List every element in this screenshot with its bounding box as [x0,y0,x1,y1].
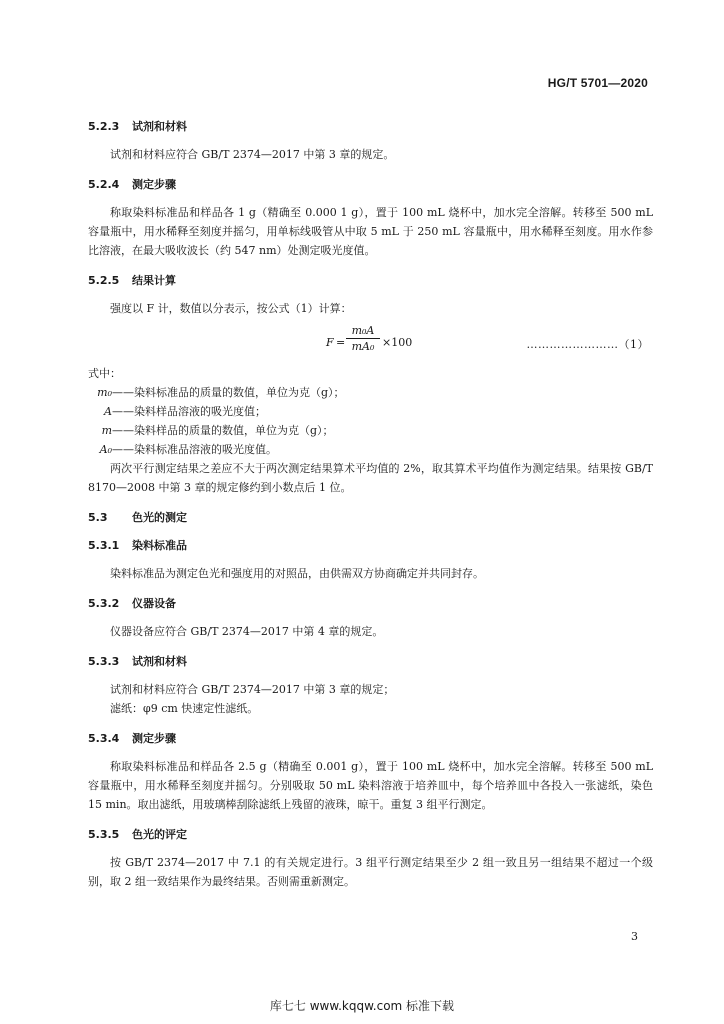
variable-definition [88,402,653,421]
variable-description: ——染料标准品的质量的数值，单位为克（g）； [112,386,345,399]
paragraph: 按 GB/T 2374—2017 中 7.1 的有关规定进行。3 组平行测定结果至少 2 组一致且另一组结果不超过一个级别，取 2 组一致结果作为最终结果。否则需重新测定。 [88,856,653,888]
paragraph: 染料标准品为测定色光和强度用的对照品，由供需双方协商确定并共同封存。 [110,567,484,580]
paragraph: 称取染料标准品和样品各 2.5 g（精确至 0.001 g），置于 100 mL 烧杯中，加水完全溶解。转移至 500 mL 容量瓶中，用水稀释至刻度并摇匀。分别吸取 50 mL 染料溶液于培养皿中，每个培养皿中各投入一张滤纸，染色 15 min。取出滤纸，用玻璃棒刮除滤纸上残留的液珠，晾干。重复 3 组平行测定。 [88,760,653,811]
where-label: 式中： [88,367,121,380]
section-heading-5-2-4 [88,176,653,192]
formula-fraction [346,324,380,353]
section-heading-5-2-3 [88,118,653,134]
formula-numerator: m₀A [351,324,375,337]
variable-definition [88,440,653,459]
variable-symbol: A [104,405,112,418]
section-number: 5.2.5 [88,274,120,287]
section-title: 结果计算 [132,274,176,287]
paragraph: 试剂和材料应符合 GB/T 2374—2017 中第 3 章的规定。 [110,148,395,161]
variable-definition [88,383,653,402]
section-title: 色光的测定 [132,511,187,524]
footer-watermark: 库七七 www.kqqw.com 标准下载 [269,999,455,1013]
section-title: 色光的评定 [132,828,187,841]
section-heading-5-3-4 [88,730,653,746]
variable-symbol: m₀ [97,386,112,399]
section-title: 试剂和材料 [132,120,187,133]
variable-definition [88,421,653,440]
section-title: 染料标准品 [132,539,187,552]
section-heading-5-3-3 [88,653,653,669]
paragraph: 试剂和材料应符合 GB/T 2374—2017 中第 3 章的规定； [110,683,395,696]
section-title: 测定步骤 [132,732,176,745]
section-title: 测定步骤 [132,178,176,191]
variable-description: ——染料标准品溶液的吸光度值。 [112,443,277,456]
formula-denominator: mA₀ [351,340,375,353]
section-number: 5.2.3 [88,120,120,133]
paragraph: 仪器设备应符合 GB/T 2374—2017 中第 4 章的规定。 [110,625,384,638]
section-number: 5.3.3 [88,655,120,668]
variable-symbol: A₀ [99,443,112,456]
section-heading-5-3-2 [88,595,653,611]
paragraph: 滤纸：φ9 cm 快速定性滤纸。 [110,702,259,715]
section-title: 试剂和材料 [132,655,187,668]
variable-description: ——染料样品溶液的吸光度值； [112,405,266,418]
paragraph: 两次平行测定结果之差应不大于两次测定结果算术平均值的 2%，取其算术平均值作为测定结果。结果按 GB/T 8170—2008 中第 3 章的规定修约到小数点后 1 位。 [88,462,653,494]
section-number: 5.2.4 [88,178,120,191]
section-title: 仪器设备 [132,597,176,610]
section-heading-5-3 [88,509,653,525]
document-body [88,118,653,891]
section-number: 5.3 [88,511,108,524]
standard-code: HG/T 5701—2020 [547,76,648,90]
section-heading-5-2-5 [88,272,653,288]
section-number: 5.3.1 [88,539,120,552]
fraction-bar [346,338,380,339]
variable-symbol: m [101,424,112,437]
formula-1 [88,324,653,364]
section-heading-5-3-5 [88,826,653,842]
formula-lhs: F [326,336,334,349]
equation-number: ……………………（1） [526,338,649,351]
formula-multiplier: ×100 [382,336,413,349]
formula-equals: = [336,336,346,349]
section-heading-5-3-1 [88,537,653,553]
paragraph: 强度以 F 计，数值以分表示，按公式（1）计算： [110,302,352,315]
page-number: 3 [631,930,638,943]
paragraph: 称取染料标准品和样品各 1 g（精确至 0.000 1 g），置于 100 mL 烧杯中，加水完全溶解。转移至 500 mL 容量瓶中，用水稀释至刻度并摇匀，用单标线吸管从中取 5 mL 于 250 mL 容量瓶中，用水稀释至刻度。用水作参比溶液，在最大吸收波长（约 547 nm）处测定吸光度值。 [88,206,653,257]
section-number: 5.3.2 [88,597,120,610]
section-number: 5.3.5 [88,828,120,841]
variable-description: ——染料样品的质量的数值，单位为克（g）； [112,424,334,437]
section-number: 5.3.4 [88,732,120,745]
